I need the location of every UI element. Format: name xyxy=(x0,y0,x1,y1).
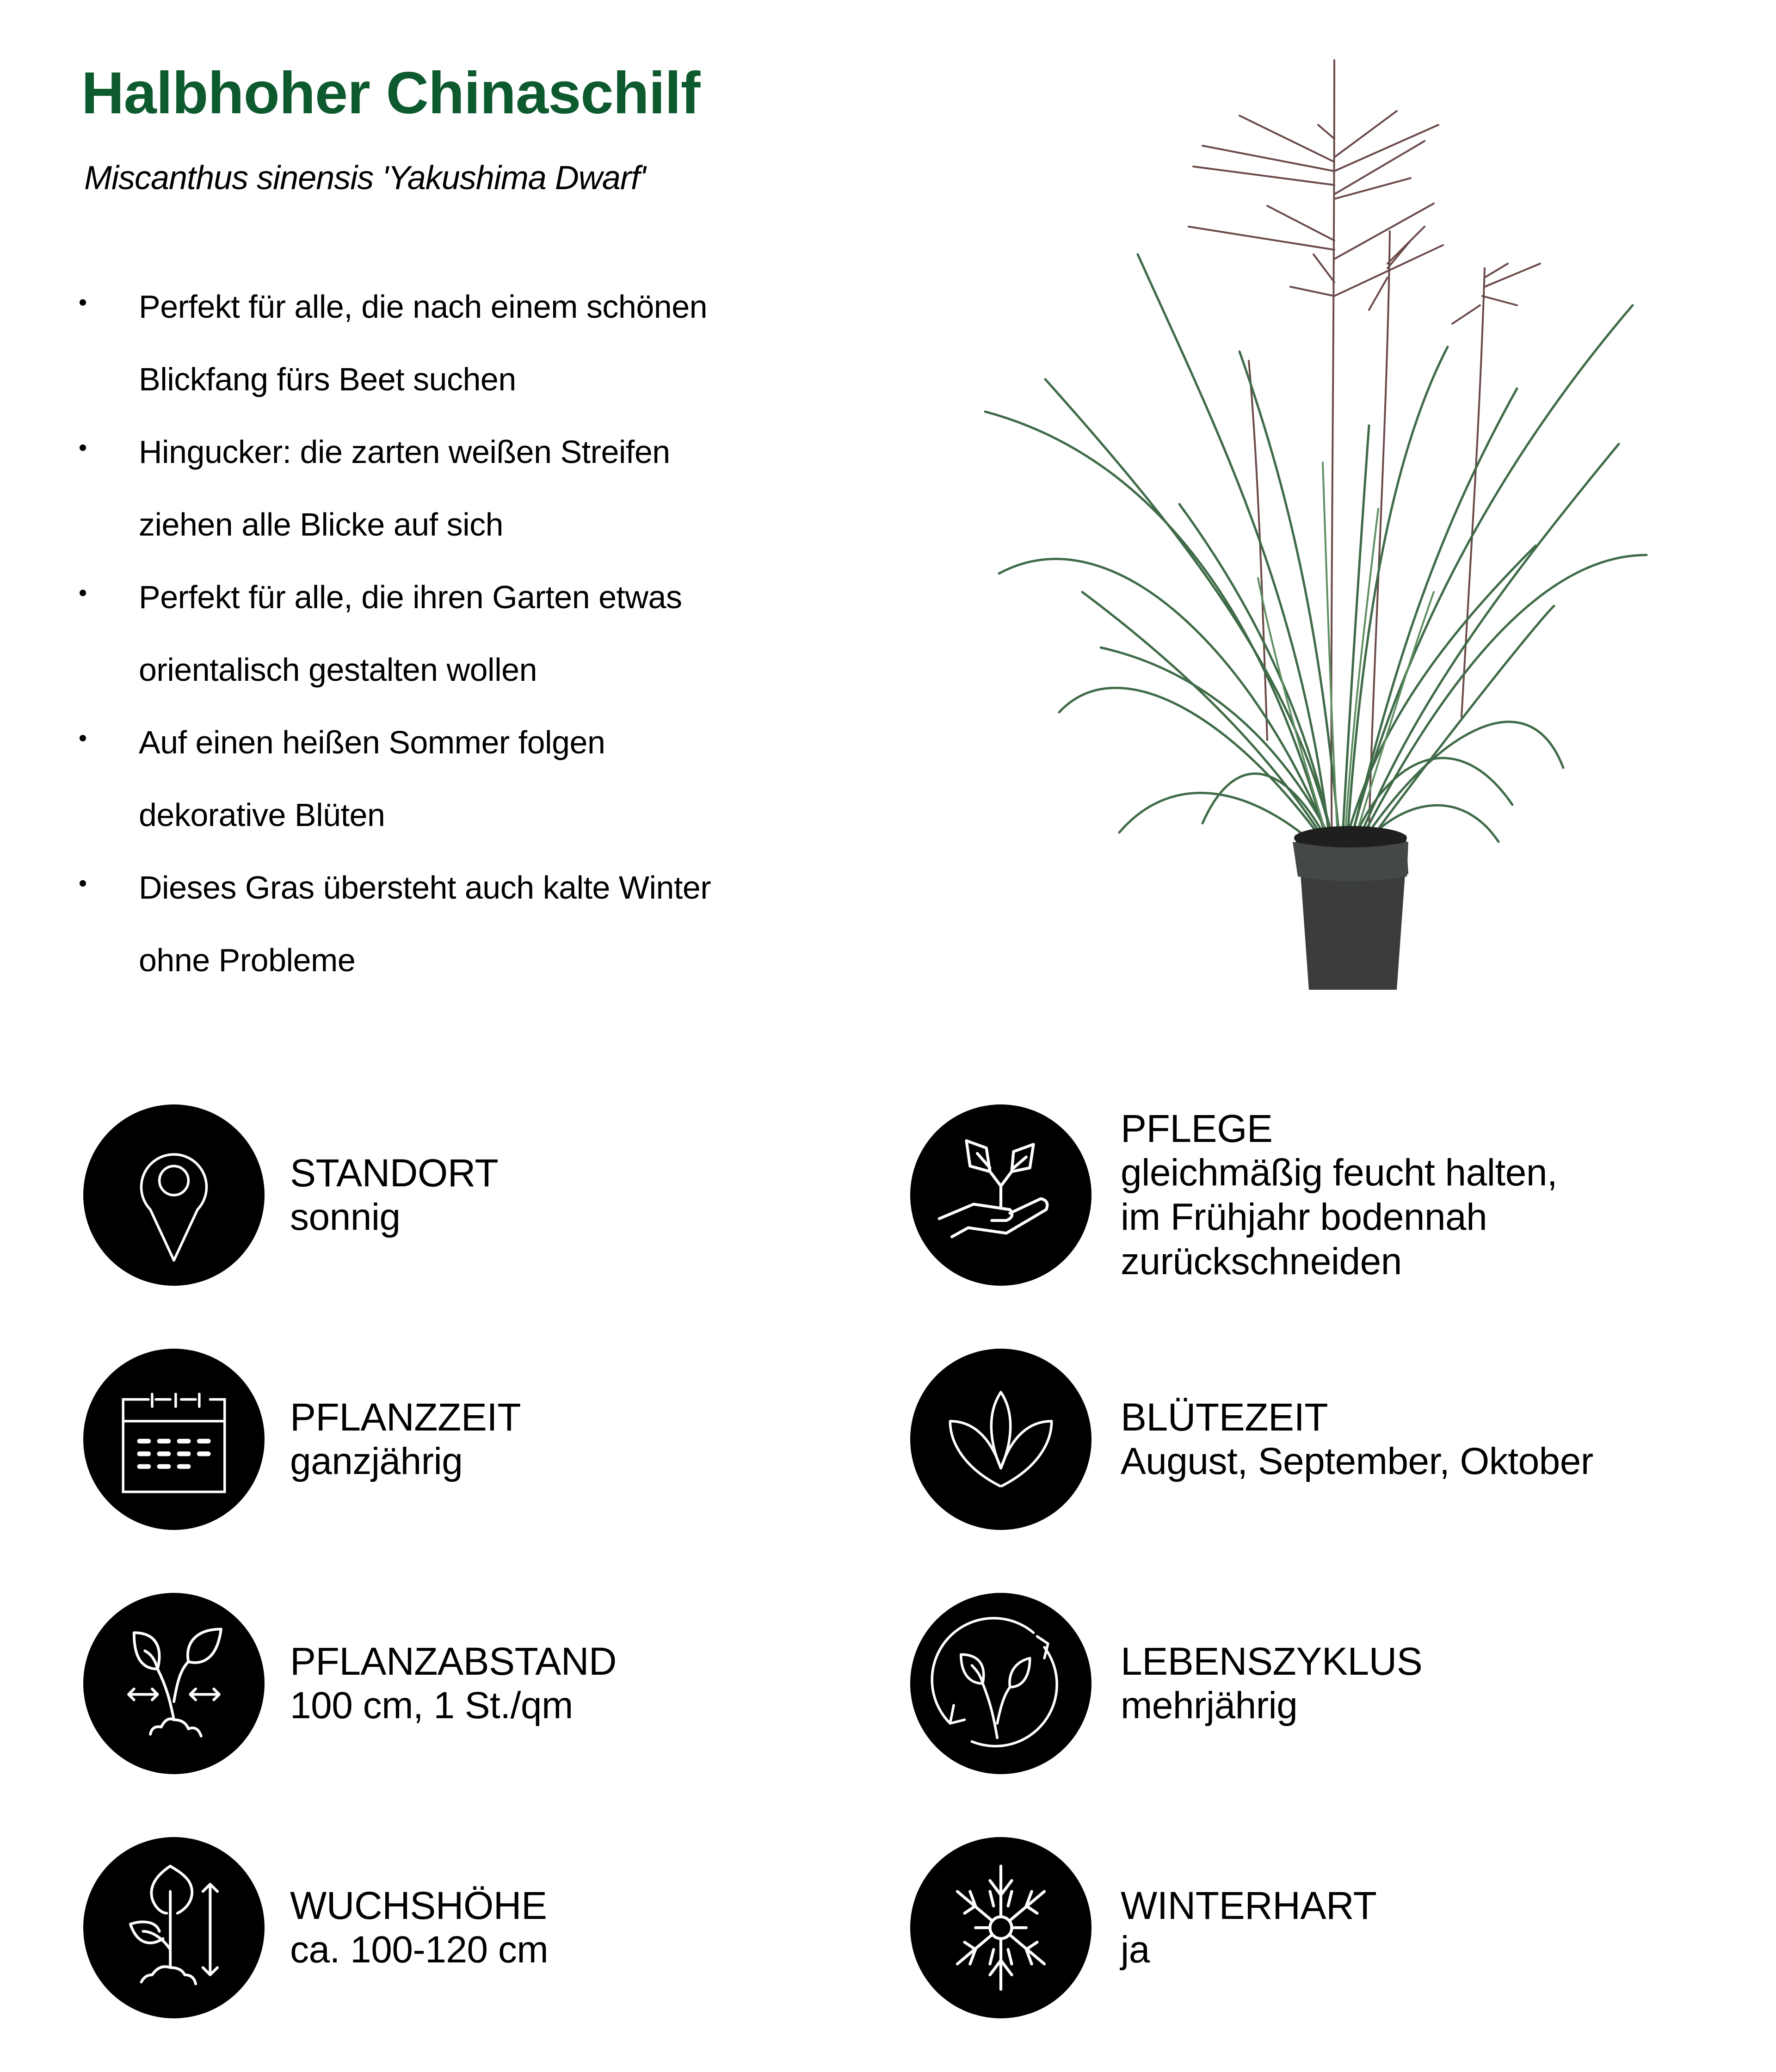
feature-value: ganzjährig xyxy=(290,1440,463,1482)
feature-bullet-list xyxy=(80,271,866,997)
feature-standort xyxy=(83,1104,823,1286)
bullet-dot-icon xyxy=(80,735,86,741)
location-pin-icon xyxy=(83,1104,265,1286)
bullet-dot-icon xyxy=(80,880,86,887)
feature-pflanzzeit xyxy=(83,1349,823,1530)
feature-value: mehrjährig xyxy=(1121,1684,1298,1727)
product-title: Halbhoher Chinaschilf xyxy=(81,60,700,126)
plant-spacing-icon xyxy=(83,1593,265,1774)
product-image xyxy=(980,46,1684,999)
feature-pflanzabstand xyxy=(83,1593,823,1774)
feature-bluetezeit xyxy=(910,1349,1743,1530)
feature-winterhart xyxy=(910,1837,1743,2018)
bullet-item: Perfekt für alle, die ihren Garten etwas orientalisch gestalten wollen xyxy=(80,561,866,706)
bullet-dot-icon xyxy=(80,299,86,306)
feature-value: August, September, Oktober xyxy=(1121,1440,1593,1482)
feature-label: PFLANZABSTAND xyxy=(290,1640,617,1683)
feature-label: BLÜTEZEIT xyxy=(1121,1395,1328,1439)
bullet-dot-icon xyxy=(80,444,86,451)
bullet-item: Hingucker: die zarten weißen Streifen ziehen alle Blicke auf sich xyxy=(80,416,866,561)
feature-label: WINTERHART xyxy=(1121,1884,1377,1927)
feature-label: PFLANZZEIT xyxy=(290,1395,521,1439)
flower-bud-icon xyxy=(910,1349,1092,1530)
feature-lebenszyklus xyxy=(910,1593,1743,1774)
feature-label: PFLEGE xyxy=(1121,1107,1273,1150)
snowflake-icon xyxy=(910,1837,1092,2018)
feature-value: ja xyxy=(1121,1929,1150,1971)
feature-value: gleichmäßig feucht halten, xyxy=(1121,1152,1558,1194)
botanical-name: Miscanthus sinensis 'Yakushima Dwarf' xyxy=(84,160,646,197)
feature-value: 100 cm, 1 St./qm xyxy=(290,1684,573,1727)
life-cycle-icon xyxy=(910,1593,1092,1774)
hand-seedling-icon xyxy=(910,1104,1092,1286)
bullet-item: Auf einen heißen Sommer folgen dekorative Blüten xyxy=(80,706,866,851)
feature-wuchshoehe xyxy=(83,1837,823,2018)
feature-label: WUCHSHÖHE xyxy=(290,1884,547,1927)
feature-label: LEBENSZYKLUS xyxy=(1121,1640,1423,1683)
feature-value: sonnig xyxy=(290,1196,401,1238)
growth-height-icon xyxy=(83,1837,265,2018)
bullet-item: Dieses Gras übersteht auch kalte Winter ohne Probleme xyxy=(80,851,866,997)
bullet-item: Perfekt für alle, die nach einem schönen Blickfang fürs Beet suchen xyxy=(80,271,866,416)
feature-value: im Frühjahr bodennah xyxy=(1121,1196,1487,1238)
plant-pot xyxy=(1293,826,1408,990)
feature-value: zurückschneiden xyxy=(1121,1240,1402,1283)
feature-pflege xyxy=(910,1104,1743,1286)
ornamental-grass-illustration xyxy=(980,46,1684,999)
feature-value: ca. 100-120 cm xyxy=(290,1929,549,1971)
bullet-dot-icon xyxy=(80,590,86,596)
feature-label: STANDORT xyxy=(290,1151,499,1195)
calendar-icon xyxy=(83,1349,265,1530)
